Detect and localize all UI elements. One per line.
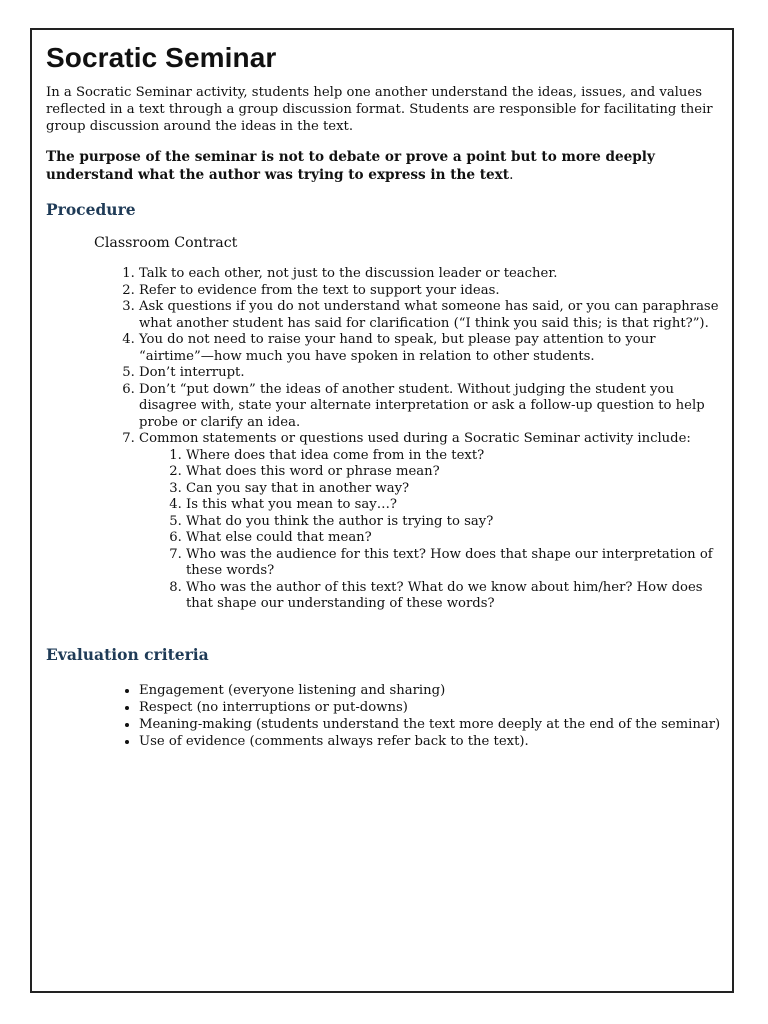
purpose-statement: [46, 149, 724, 184]
evaluation-list: [46, 682, 724, 750]
list-item: 1. Talk to each other, not just to the discussion leader or teacher.: [139, 266, 724, 283]
evaluation-heading: Evaluation criteria: [46, 644, 209, 664]
list-item: 7. Who was the audience for this text? How does that shape our interpretation of these words?: [186, 547, 724, 580]
list-item: [139, 431, 724, 613]
contract-list: [46, 266, 724, 613]
list-item: 2. Refer to evidence from the text to support your ideas.: [139, 283, 724, 300]
purpose-bold: The purpose of the seminar is not to debate or prove a point but to more deeply understand what the author was trying to express in the text: [46, 149, 655, 183]
list-item: 3. Can you say that in another way?: [186, 481, 724, 498]
list-item: 4. Is this what you mean to say…?: [186, 497, 724, 514]
intro-paragraph: In a Socratic Seminar activity, students help one another understand the ideas, issues, and values reflected in a text through a group discussion format. Students are responsible for facilitating their group discussion around the ideas in the text.: [46, 85, 713, 134]
list-item: 1. Where does that idea come from in the text?: [186, 448, 724, 465]
purpose-tail: .: [509, 166, 514, 183]
list-item: • Engagement (everyone listening and sharing): [139, 682, 724, 699]
page-title: Socratic Seminar: [46, 42, 277, 73]
list-item: • Use of evidence (comments always refer back to the text).: [139, 733, 724, 750]
list-item: 6. Don’t “put down” the ideas of another student. Without judging the student you disagree with, state your alternate interpretation or ask a follow-up question to help probe or clarify an idea.: [139, 382, 724, 432]
classroom-contract-heading: Classroom Contract: [94, 235, 238, 251]
list-item: 2. What does this word or phrase mean?: [186, 464, 724, 481]
list-item-text: Common statements or questions used during a Socratic Seminar activity include:: [139, 431, 691, 446]
list-item: • Respect (no interruptions or put-downs): [139, 699, 724, 716]
list-item: 6. What else could that mean?: [186, 530, 724, 547]
list-item: 3. Ask questions if you do not understand what someone has said, or you can paraphrase what another student has said for clarification (“I think you said this; is that right?”).: [139, 299, 724, 332]
list-item: 5. Don’t interrupt.: [139, 365, 724, 382]
procedure-heading: Procedure: [46, 200, 136, 219]
statements-list: [139, 448, 724, 613]
document-body: [46, 42, 724, 750]
list-item: 4. You do not need to raise your hand to speak, but please pay attention to your “airtime”—how much you have spoken in relation to other students.: [139, 332, 724, 365]
list-item: • Meaning-making (students understand the text more deeply at the end of the seminar): [139, 716, 724, 733]
list-item: 8. Who was the author of this text? What do we know about him/her? How does that shape our understanding of these words?: [186, 580, 724, 613]
list-item: 5. What do you think the author is trying to say?: [186, 514, 724, 531]
